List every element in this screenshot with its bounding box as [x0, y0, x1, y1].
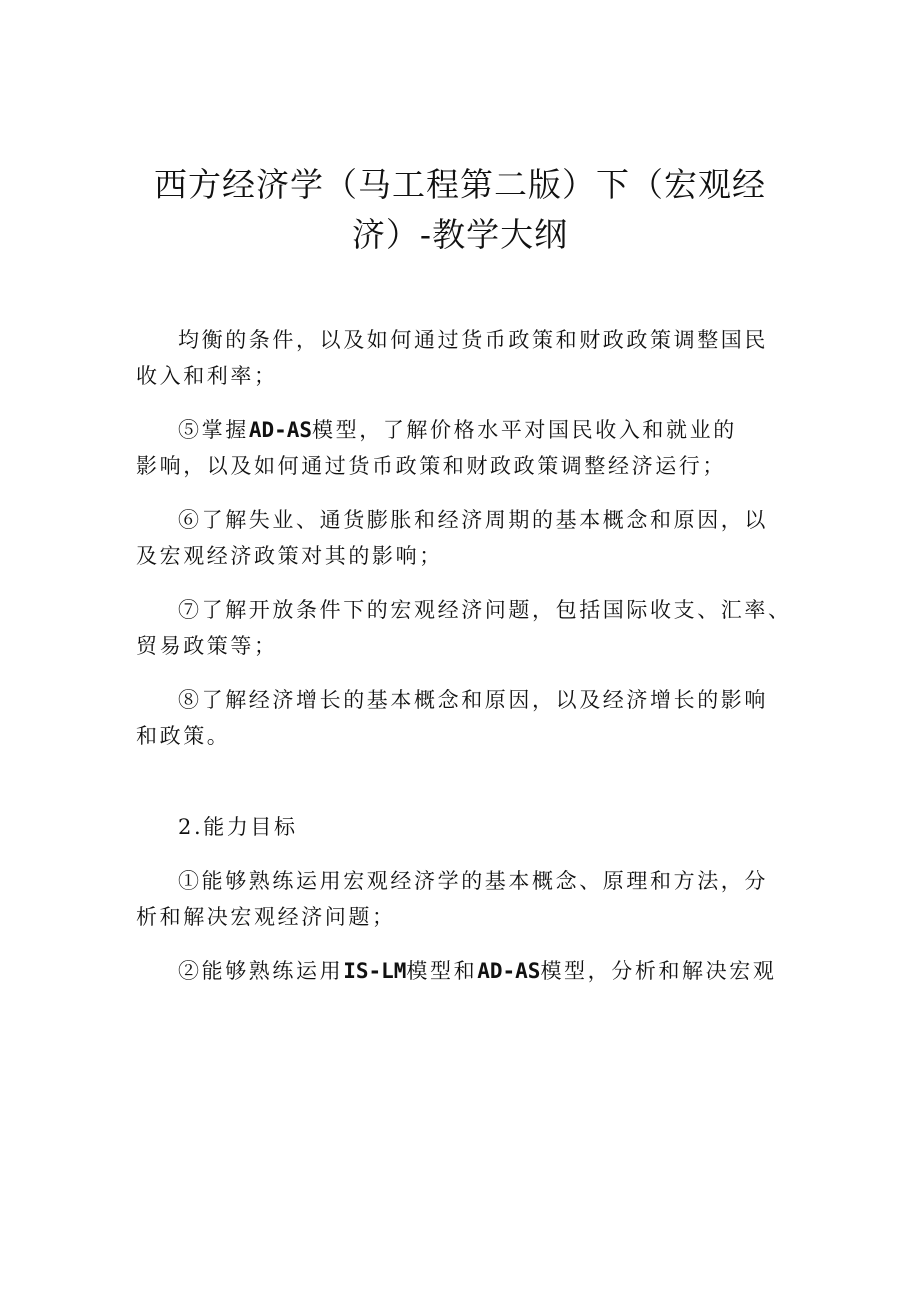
- section-heading-ability-goals: [136, 809, 796, 845]
- document-title: [130, 160, 790, 260]
- model-name: IS-LM: [343, 959, 407, 983]
- paragraph-line: ②能够熟练运用IS-LM模型和AD-AS模型，分析和解决宏观: [178, 959, 777, 983]
- paragraph-line: 影响，以及如何通过货币政策和财政政策调整经济运行；: [136, 454, 726, 478]
- section-heading-text: 2.能力目标: [178, 815, 298, 839]
- model-name: AD-AS: [477, 959, 541, 983]
- paragraph-line: 贸易政策等；: [136, 634, 278, 658]
- paragraph-ability-2: [136, 953, 796, 989]
- title-line-1: 西方经济学（马工程第二版）下（宏观经: [154, 165, 766, 204]
- paragraph-line: ①能够熟练运用宏观经济学的基本概念、原理和方法，分: [178, 869, 768, 893]
- paragraph-line: ⑤掌握AD-AS模型，了解价格水平对国民收入和就业的: [178, 418, 737, 442]
- paragraph-line: 和政策。: [136, 724, 231, 748]
- paragraph-open-economy: [136, 592, 796, 664]
- paragraph-ad-as: [136, 412, 796, 484]
- paragraph-line: 均衡的条件，以及如何通过货币政策和财政政策调整国民: [178, 328, 768, 352]
- document-body: [136, 322, 796, 989]
- title-line-2: 济）-教学大纲: [351, 215, 569, 254]
- paragraph-line: 析和解决宏观经济问题；: [136, 905, 396, 929]
- paragraph-line: 及宏观经济政策对其的影响；: [136, 544, 443, 568]
- paragraph-line: ⑦了解开放条件下的宏观经济问题，包括国际收支、汇率、: [178, 598, 792, 622]
- paragraph-line: ⑧了解经济增长的基本概念和原因，以及经济增长的影响: [178, 688, 768, 712]
- paragraph-unemployment: [136, 502, 796, 574]
- paragraph-equilibrium: [136, 322, 796, 394]
- paragraph-growth: [136, 682, 796, 754]
- paragraph-line: ⑥了解失业、通货膨胀和经济周期的基本概念和原因，以: [178, 508, 768, 532]
- paragraph-ability-1: [136, 863, 796, 935]
- model-name: AD-AS: [248, 418, 313, 442]
- paragraph-line: 收入和利率；: [136, 364, 278, 388]
